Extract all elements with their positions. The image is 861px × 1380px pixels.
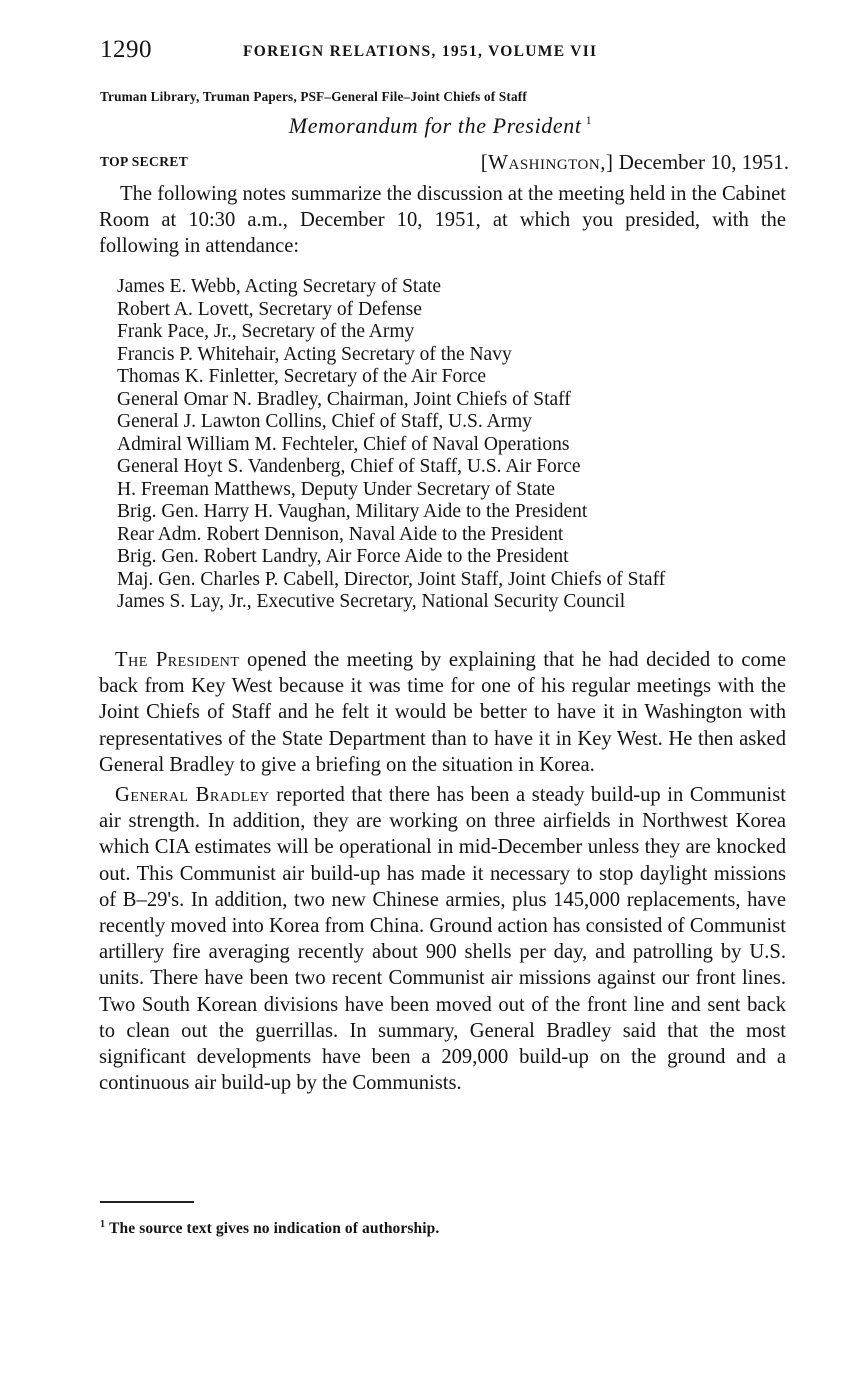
body-paragraph <box>99 782 786 1096</box>
footnote-divider <box>100 1201 194 1203</box>
footnote-marker: 1 <box>100 1219 106 1230</box>
speaker-name: The President <box>115 649 240 671</box>
attendee-item: General J. Lawton Collins, Chief of Staff, U.S. Army <box>117 411 533 432</box>
attendee-item: Brig. Gen. Robert Landry, Air Force Aide to the President <box>117 546 569 567</box>
attendee-item: Brig. Gen. Harry H. Vaughan, Military Aide to the President <box>117 501 588 522</box>
attendee-item: Rear Adm. Robert Dennison, Naval Aide to the President <box>117 523 564 545</box>
paragraph-text: reported that there has been a steady build-up in Communist air strength. In addition, they are working on three airfields in Northwest Korea which CIA estimates will be operational in mid-December unless they are knocked out. This Communist air build-up has made it necessary to stop daylight missions of B–29's. In addition, two new Chinese armies, plus 145,000 replacements, have recently moved into Korea from China. Ground action has consisted of Communist artillery fire averaging recently about 900 shells per day, and patrolling by U.S. units. There have been two recent Communist air missions against our front lines. Two South Korean divisions have been moved out of the front line and sent back to clean out the guerrillas. In summary, General Bradley said that the most significant developments have been a 209,000 build-up on the ground and a continuous air build-up by the Communists. <box>99 784 786 1095</box>
source-citation: Truman Library, Truman Papers, PSF–General File–Joint Chiefs of Staff <box>100 89 527 104</box>
attendee-item: Maj. Gen. Charles P. Cabell, Director, Joint Staff, Joint Chiefs of Staff <box>117 568 666 590</box>
document-title-text: Memorandum for the President <box>288 113 582 138</box>
meeting-narrative <box>99 647 786 1100</box>
body-paragraph <box>99 647 786 778</box>
attendee-item: Robert A. Lovett, Secretary of Defense <box>117 298 422 320</box>
classification-marking: TOP SECRET <box>100 154 189 169</box>
footnote-reference: 1 <box>585 113 593 127</box>
footnote <box>100 1219 439 1238</box>
footnote-text: The source text gives no indication of authorship. <box>109 1220 440 1237</box>
attendee-item: Thomas K. Finletter, Secretary of the Air Force <box>117 366 487 387</box>
attendee-item: Admiral William M. Fechteler, Chief of Naval Operations <box>117 433 570 455</box>
attendee-item: James E. Webb, Acting Secretary of State <box>117 276 442 297</box>
attendee-item: General Omar N. Bradley, Chairman, Joint Chiefs of Staff <box>117 388 571 410</box>
page-header <box>100 36 790 70</box>
intro-text: The following notes summarize the discussion at the meeting held in the Cabinet Room at 10:30 a.m., December 10, 1951, at which you presided, with the following in attendance: <box>99 183 786 257</box>
document-title <box>0 113 861 139</box>
speaker-name: General Bradley <box>115 784 270 807</box>
dateline-date: December 10, 1951. <box>613 150 789 174</box>
running-head: FOREIGN RELATIONS, 1951, VOLUME VII <box>243 43 598 60</box>
page-number: 1290 <box>100 36 152 63</box>
paragraph-text: opened the meeting by explaining that he had decided to come back from Key West because it was time for one of his regular meetings with the Joint Chiefs of Staff and he felt it would be better to have it in Washington with representatives of the State Department than to have it in Key West. He then asked General Bradley to give a briefing on the situation in Korea. <box>99 649 786 776</box>
attendee-item: General Hoyt S. Vandenberg, Chief of Staff, U.S. Air Force <box>117 456 581 477</box>
attendee-item: James S. Lay, Jr., Executive Secretary, National Security Council <box>117 591 626 612</box>
dateline <box>481 150 789 175</box>
dateline-place: [Washington,] <box>480 150 614 174</box>
attendee-item: Francis P. Whitehair, Acting Secretary of the Navy <box>117 343 512 365</box>
attendee-list <box>117 276 787 614</box>
attendee-item: Frank Pace, Jr., Secretary of the Army <box>117 321 415 342</box>
attendee-item: H. Freeman Matthews, Deputy Under Secretary of State <box>117 478 556 500</box>
intro-paragraph <box>99 181 786 259</box>
